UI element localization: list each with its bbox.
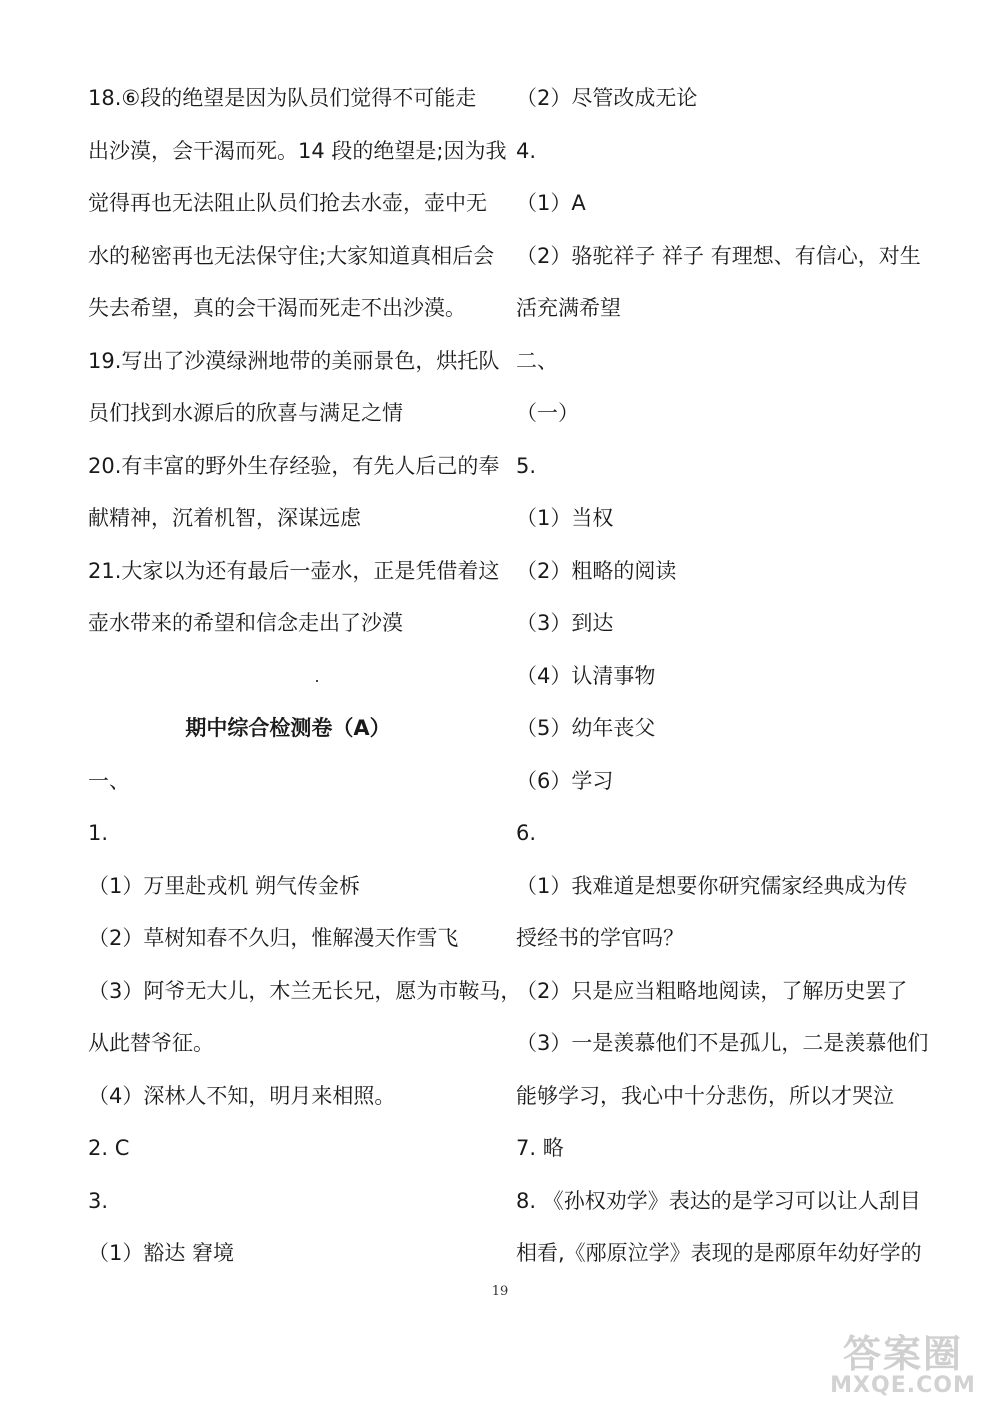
right-column-line: （一）	[516, 401, 579, 425]
left-column-line	[88, 650, 488, 703]
watermark-domain: MXQE.COM	[830, 1373, 976, 1398]
left-column-line: 员们找到水源后的欣喜与满足之情	[88, 401, 403, 425]
right-column-line: 5.	[516, 453, 537, 478]
right-column-line: 8. 《孙权劝学》表达的是学习可以让人刮目	[516, 1188, 921, 1213]
right-column-line: 7. 略	[516, 1136, 564, 1160]
left-column-line: 3.	[88, 1188, 109, 1213]
right-column-line: （3）一是羡慕他们不是孤儿，二是羡慕他们	[516, 1031, 929, 1055]
right-column-line: 二、	[516, 348, 558, 373]
watermark-logo	[828, 1323, 978, 1407]
stray-dot	[316, 680, 318, 682]
left-column-line: 19.写出了沙漠绿洲地带的美丽景色，烘托队	[88, 348, 500, 373]
left-column-line: 水的秘密再也无法保守住;大家知道真相后会	[88, 243, 495, 268]
right-column-line: 授经书的学官吗？	[516, 926, 684, 950]
left-column-line: （4）深林人不知，明月来相照。	[88, 1083, 396, 1108]
right-column-line: （2）只是应当粗略地阅读，了解历史罢了	[516, 978, 908, 1003]
right-column-line: 4.	[516, 138, 537, 163]
right-column-line: 活充满希望	[516, 296, 621, 320]
left-column-line: 一、	[88, 768, 130, 793]
right-column-line: （1）A	[516, 191, 586, 215]
right-column	[516, 72, 929, 1280]
left-column-line: 壶水带来的希望和信念走出了沙漠	[88, 611, 403, 635]
section-title: 期中综合检测卷（A）	[185, 716, 391, 740]
left-column-line: （1）万里赴戎机 朔气传金柝	[88, 873, 361, 898]
left-column-line: 出沙漠，会干渴而死。14 段的绝望是;因为我	[88, 138, 507, 163]
right-column-line: 相看,《邴原泣学》表现的是邴原年幼好学的	[516, 1241, 922, 1265]
watermark-chars: 答案圈	[842, 1332, 963, 1376]
right-column-line: （2）骆驼祥子 祥子 有理想、有信心，对生	[516, 243, 921, 268]
page-number: 19	[491, 1284, 509, 1299]
left-column-line: 20.有丰富的野外生存经验，有先人后己的奉	[88, 453, 500, 478]
right-column-line: （6）学习	[516, 768, 614, 793]
right-column-line: （5）幼年丧父	[516, 716, 656, 740]
left-column	[88, 72, 522, 1280]
right-column-line: 6.	[516, 821, 537, 845]
left-column-line: 2. C	[88, 1136, 130, 1160]
left-column-line: 献精神，沉着机智，深谋远虑	[88, 506, 361, 530]
left-column-line: 从此替爷征。	[88, 1031, 214, 1055]
left-column-line: 觉得再也无法阻止队员们抢去水壶，壶中无	[88, 191, 487, 215]
left-column-line: （3）阿爷无大儿，木兰无长兄，愿为市鞍马，	[88, 978, 522, 1003]
right-column-line: （3）到达	[516, 611, 614, 635]
right-column-line: （1）当权	[516, 506, 614, 530]
right-column-line: （2）尽管改成无论	[516, 86, 698, 110]
left-column-line: （1）豁达 窘境	[88, 1241, 235, 1265]
right-column-line: （2）粗略的阅读	[516, 558, 677, 583]
left-column-line: 失去希望，真的会干渴而死走不出沙漠。	[88, 296, 466, 320]
left-column-line: 21.大家以为还有最后一壶水，正是凭借着这	[88, 558, 500, 583]
left-column-line: （2）草树知春不久归，惟解漫天作雪飞	[88, 926, 459, 950]
right-column-line: 能够学习，我心中十分悲伤，所以才哭泣	[516, 1083, 894, 1108]
left-column-line: 18.⑥段的绝望是因为队员们觉得不可能走	[88, 86, 477, 110]
left-column-line: 1.	[88, 821, 109, 845]
right-column-line: （4）认清事物	[516, 663, 656, 688]
right-column-line: （1）我难道是想要你研究儒家经典成为传	[516, 873, 908, 898]
